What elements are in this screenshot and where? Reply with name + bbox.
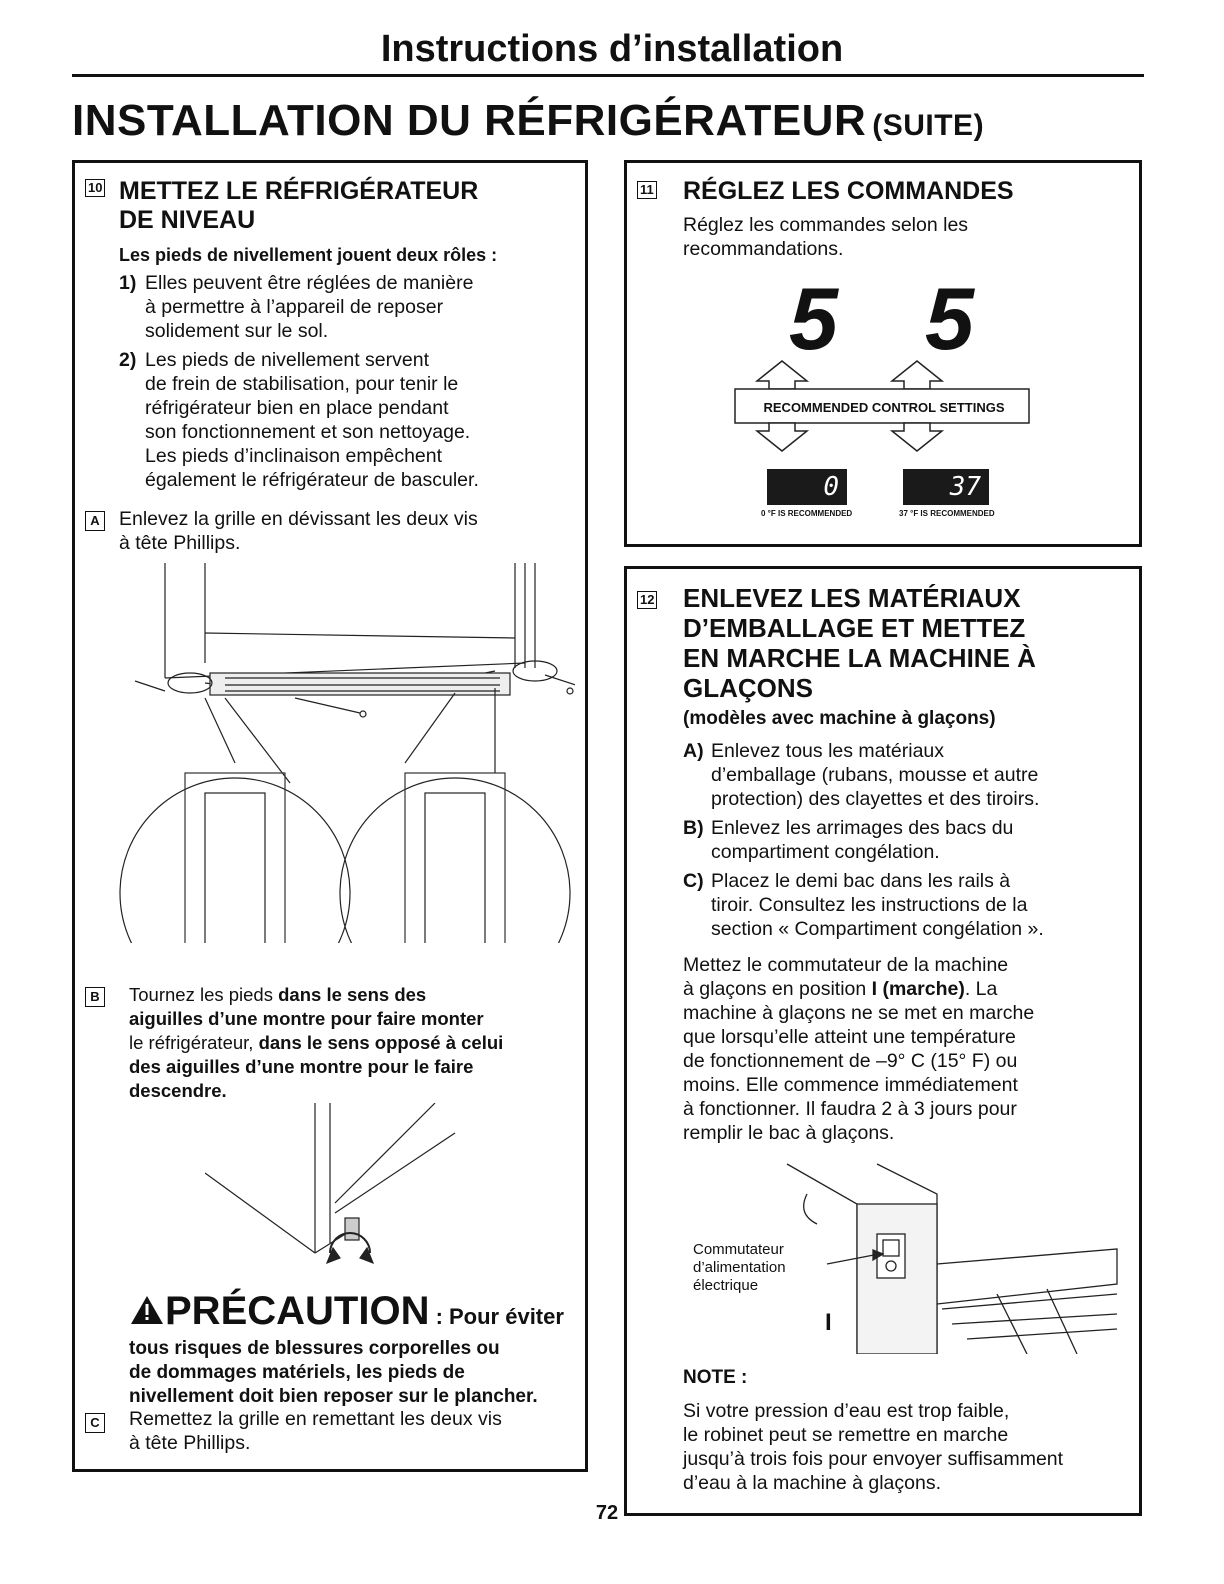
section-12-number	[637, 591, 657, 609]
section-12-list	[683, 739, 1133, 941]
fridge-temp-caption: 37 °F IS RECOMMENDED	[899, 509, 995, 518]
paragraph-bold-text: I (marche)	[871, 978, 965, 1000]
list-item-line: compartiment congélation.	[711, 841, 940, 863]
section-12-title-line: GLAÇONS	[683, 673, 813, 703]
paragraph-line: de fonctionnement de –9° C (15° F) ou	[683, 1050, 1018, 1072]
paragraph-normal-text: à glaçons en position	[683, 978, 872, 1000]
precaution-title-text: PRÉCAUTION	[165, 1289, 430, 1333]
ice-maker-paragraph	[683, 953, 1133, 1145]
switch-caption-line: électrique	[693, 1277, 759, 1294]
list-item-line: section « Compartiment congélation ».	[711, 918, 1044, 940]
step-b-line	[129, 1079, 579, 1103]
list-item	[683, 816, 1133, 864]
leveling-leg-illustration	[205, 1103, 485, 1283]
step-a	[85, 507, 105, 531]
step-c	[85, 1409, 105, 1433]
recommended-settings-label: RECOMMENDED CONTROL SETTINGS	[763, 400, 1005, 415]
note-line: le robinet peut se remettre en marche	[683, 1424, 1009, 1446]
section-11-body	[683, 213, 968, 261]
list-item-label: B)	[683, 817, 704, 839]
list-item-line: tiroir. Consultez les instructions de la	[711, 894, 1028, 916]
step-b-normal-text: Tournez les pieds	[129, 984, 279, 1005]
step-b	[85, 983, 105, 1007]
step-b-bold-text: des aiguilles d’une montre pour le faire	[129, 1056, 474, 1077]
paragraph-line: que lorsqu’elle atteint une température	[683, 1026, 1016, 1048]
freezer-temp-caption: 0 °F IS RECOMMENDED	[761, 509, 853, 518]
precaution-line: tous risques de blessures corporelles ou	[129, 1338, 500, 1359]
note-line: jusqu’à trois fois pour envoyer suffisamment	[683, 1448, 1064, 1470]
list-item-label: 2)	[119, 349, 137, 371]
list-item-line: Placez le demi bac dans les rails à	[711, 870, 1011, 892]
section-11-panel	[624, 160, 1142, 547]
freezer-temp-display: 0	[767, 469, 847, 505]
step-c-text	[129, 1407, 502, 1455]
section-10-subtitle: Les pieds de nivellement jouent deux rôles :	[119, 245, 498, 265]
paragraph-line: machine à glaçons ne se met en marche	[683, 1002, 1035, 1024]
paragraph-normal-text: . La	[964, 978, 998, 1000]
list-item	[683, 869, 1133, 941]
section-10-title-line: METTEZ LE RÉFRIGÉRATEUR	[119, 177, 479, 205]
section-12-title-line: EN MARCHE LA MACHINE À	[683, 643, 1036, 673]
section-11-body-line: recommandations.	[683, 238, 844, 260]
page-heading-text: INSTALLATION DU RÉFRIGÉRATEUR	[72, 96, 867, 145]
list-item-label: A)	[683, 740, 704, 762]
list-item-label: 1)	[119, 272, 137, 294]
step-b-bold-text: dans le sens des	[278, 984, 427, 1005]
section-10-title	[119, 177, 478, 235]
step-c-line: à tête Phillips.	[129, 1432, 251, 1454]
list-item	[683, 739, 1133, 811]
list-item-line: Enlevez tous les matériaux	[711, 740, 945, 762]
page-heading	[72, 96, 984, 146]
list-item-line: Enlevez les arrimages des bacs du	[711, 817, 1014, 839]
note-body	[683, 1399, 1138, 1495]
section-11-title: RÉGLEZ LES COMMANDES	[683, 177, 1014, 205]
step-b-line	[129, 1055, 579, 1079]
section-12-title-line: D’EMBALLAGE ET METTEZ	[683, 613, 1026, 643]
paragraph-line: moins. Elle commence immédiatement	[683, 1074, 1018, 1096]
list-item-line: son fonctionnement et son nettoyage.	[145, 421, 471, 443]
step-a-line: Enlevez la grille en dévissant les deux vis	[119, 508, 478, 530]
section-10-number	[85, 179, 105, 197]
section-10-title-line: DE NIVEAU	[119, 206, 256, 234]
step-b-bold-text: dans le sens opposé à celui	[258, 1032, 504, 1053]
list-item-line: solidement sur le sol.	[145, 320, 329, 342]
section-11-number	[637, 181, 657, 199]
precaution-line: nivellement doit bien reposer sur le plancher.	[129, 1386, 538, 1407]
step-b-line	[129, 1031, 579, 1055]
step-letter-box: C	[85, 1413, 105, 1433]
note-line: d’eau à la machine à glaçons.	[683, 1472, 942, 1494]
paragraph-line	[683, 977, 1133, 1001]
section-12-title-line: ENLEVEZ LES MATÉRIAUX	[683, 583, 1021, 613]
note-line: Si votre pression d’eau est trop faible,	[683, 1400, 1010, 1422]
step-b-bold-text: aiguilles d’une montre pour faire monter	[129, 1008, 484, 1029]
list-item-line: Elles peuvent être réglées de manière	[145, 272, 474, 294]
step-b-normal-text: le réfrigérateur,	[129, 1032, 259, 1053]
paragraph-line: remplir le bac à glaçons.	[683, 1122, 895, 1144]
step-number-box: 12	[637, 591, 657, 609]
list-item-line: Les pieds de nivellement servent	[145, 349, 429, 371]
list-item-line: à permettre à l’appareil de reposer	[145, 296, 444, 318]
freezer-setting-value: 5	[789, 269, 838, 368]
precaution-line: de dommages matériels, les pieds de	[129, 1362, 465, 1383]
precaution-title-suffix: : Pour éviter	[429, 1304, 564, 1329]
note-title: NOTE :	[683, 1367, 748, 1388]
page-header-title: Instructions d’installation	[380, 28, 844, 70]
list-item-line: d’emballage (rubans, mousse et autre	[711, 764, 1039, 786]
list-item-line: Les pieds d’inclinaison empêchent	[145, 445, 443, 467]
step-letter-box: A	[85, 511, 105, 531]
paragraph-line: à fonctionner. Il faudra 2 à 3 jours pour	[683, 1098, 1017, 1120]
step-a-text	[119, 507, 478, 555]
section-10-list	[119, 271, 579, 492]
switch-position-marker: I	[825, 1309, 832, 1336]
fridge-temp-display: 37	[903, 469, 989, 505]
step-a-line: à tête Phillips.	[119, 532, 241, 554]
step-b-line	[129, 983, 579, 1007]
fridge-setting-value: 5	[925, 269, 974, 368]
list-item-line: réfrigérateur bien en place pendant	[145, 397, 449, 419]
list-item	[119, 348, 579, 492]
step-letter-box: B	[85, 987, 105, 1007]
section-11-body-line: Réglez les commandes selon les	[683, 214, 969, 236]
list-item-label: C)	[683, 870, 704, 892]
section-12-panel	[624, 566, 1142, 1516]
list-item-line: également le réfrigérateur de basculer.	[145, 469, 479, 491]
header-divider	[72, 74, 1144, 77]
precaution-title	[129, 1289, 564, 1339]
page-heading-suffix: (SUITE)	[872, 109, 985, 142]
page-number: 72	[595, 1502, 619, 1524]
warning-triangle-icon	[129, 1291, 165, 1335]
switch-caption	[693, 1241, 786, 1295]
section-12-subtitle: (modèles avec machine à glaçons)	[683, 708, 996, 729]
step-number-box: 10	[85, 179, 105, 197]
ice-maker-switch-illustration	[767, 1154, 1127, 1354]
step-c-line: Remettez la grille en remettant les deux vis	[129, 1408, 502, 1430]
step-b-line	[129, 1007, 579, 1031]
list-item-line: protection) des clayettes et des tiroirs.	[711, 788, 1040, 810]
step-number-box: 11	[637, 181, 657, 199]
step-b-bold-text: descendre.	[129, 1080, 227, 1101]
step-b-text	[129, 983, 579, 1103]
switch-caption-line: d’alimentation	[693, 1259, 786, 1276]
list-item-line: de frein de stabilisation, pour tenir le	[145, 373, 459, 395]
switch-caption-line: Commutateur	[693, 1241, 784, 1258]
paragraph-line: Mettez le commutateur de la machine	[683, 954, 1009, 976]
section-10-panel	[72, 160, 588, 1472]
list-item	[119, 271, 579, 343]
section-12-title	[683, 583, 1036, 703]
grille-removal-illustration	[115, 563, 575, 943]
precaution-body	[129, 1337, 589, 1409]
